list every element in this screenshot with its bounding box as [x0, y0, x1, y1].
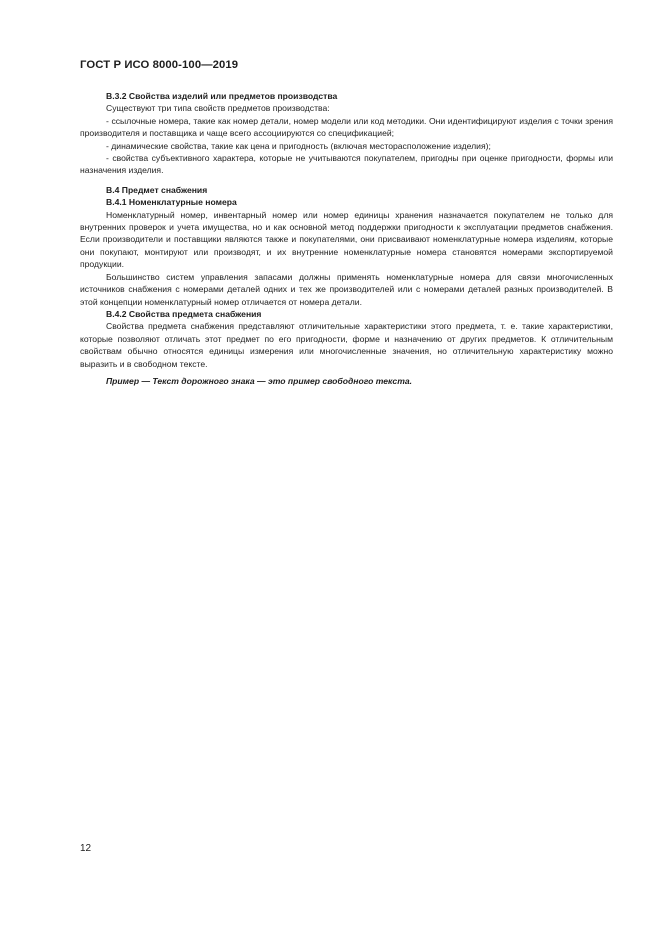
page-number: 12 — [80, 843, 92, 854]
section-b4-heading: B.4 Предмет снабжения — [106, 184, 208, 195]
section-b32-intro: Существуют три типа свойств предметов производства: — [106, 103, 330, 114]
example-note: Пример — Текст дорожного знака — это пример свободного текста. — [106, 375, 413, 386]
document-body — [80, 90, 613, 387]
section-b32-list-item: - динамические свойства, такие как цена и пригодность (включая месторасположение изделия); — [106, 140, 491, 151]
section-b41-paragraph: Номенклатурный номер, инвентарный номер или номер единицы хранения назначается покупателем не только для внутренних проверок и учета имущества, но и как основной метод поддержки пригодности к эксплуатации предметов снабжения. Если производители и поставщики являются также и покупателями, они присваивают номенклатурные номера изделиям, которые они покупают, монтируют или производят, и их внутренние номенклатурные номера становятся номерами экспортируемой продукции. — [80, 209, 613, 270]
section-b32-list-item: - свойства субъективного характера, которые не учитываются покупателем, пригодны при оценке пригодности, формы или назначения изделия. — [80, 153, 613, 176]
section-b32-list-item: - ссылочные номера, такие как номер детали, номер модели или код методики. Они идентифицируют изделия с точки зрения производителя и поставщика и чаще всего ассоциируются со спецификацией; — [80, 115, 613, 139]
document-header: ГОСТ Р ИСО 8000-100—2019 — [80, 59, 239, 71]
section-b41-paragraph: Большинство систем управления запасами должны применять номенклатурные номера для связи многочисленных источников снабжения с номерами деталей одних и тех же производителей или с номерами деталей разных производителей. В этой концепции номенклатурный номер отличается от номера детали. — [80, 271, 613, 307]
section-b42-paragraph: Свойства предмета снабжения представляют отличительные характеристики этого предмета, т. е. такие характеристики, которые позволяют отличать этот предмет по его пригодности, форме и назначению от других предметов. К отличительным свойствам обычно относятся единицы измерения или многочисленные значения, но отличительную характеристику можно выразить и в свободном тексте. — [80, 321, 613, 369]
section-b42-heading: B.4.2 Свойства предмета снабжения — [106, 308, 262, 319]
section-b41-heading: B.4.1 Номенклатурные номера — [106, 197, 237, 208]
section-b32-heading: B.3.2 Свойства изделий или предметов производства — [106, 91, 338, 101]
